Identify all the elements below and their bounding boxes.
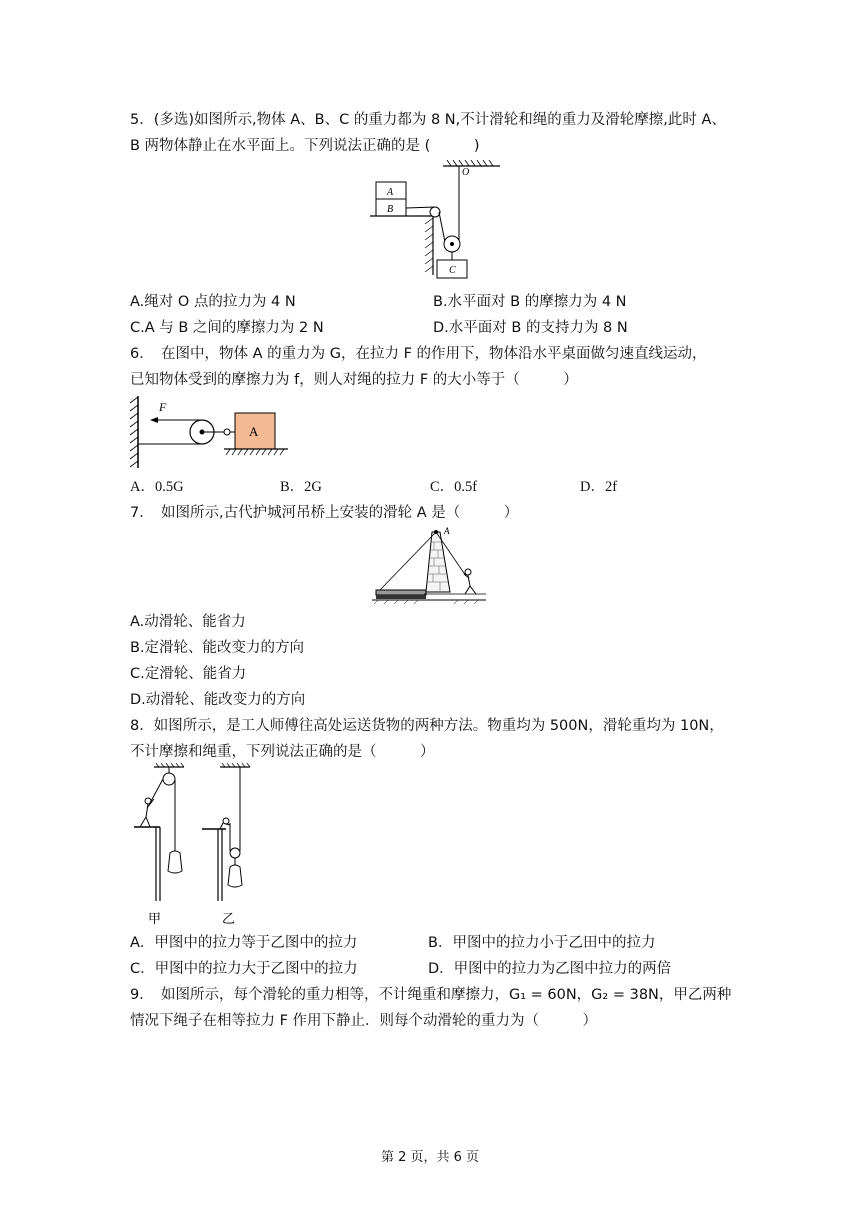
q5-label-a: A	[387, 187, 394, 198]
q8-stem-line1: 8．如图所示，是工人师傅往高处运送货物的两种方法。物重均为 500N，滑轮重均为 10N，	[130, 718, 724, 734]
q8-label-jia: 甲	[148, 911, 162, 926]
q8-two-methods-figure	[126, 763, 266, 933]
q7-option-b[interactable]: B.定滑轮、能改变力的方向	[130, 640, 305, 656]
q8-label-yi: 乙	[222, 911, 236, 926]
q6-label-a: A	[249, 424, 259, 439]
q6-label-f: F	[159, 400, 167, 414]
q9-stem-line1: 9． 如图所示，每个滑轮的重力相等，不计绳重和摩擦力，G₁ = 60N，G₂ = 38N，甲乙两种	[130, 987, 732, 1003]
q8-option-d[interactable]: D．甲图中的拉力为乙图中拉力的两倍	[428, 961, 672, 977]
q8-option-a[interactable]: A．甲图中的拉力等于乙图中的拉力	[130, 935, 358, 951]
q6-pulley-figure	[126, 393, 296, 471]
q5-option-b[interactable]: B.水平面对 B 的摩擦力为 4 N	[433, 294, 627, 310]
q5-stem-line2: B 两物体静止在水平面上。下列说法正确的是 ( )	[130, 138, 480, 154]
q5-label-b: B	[387, 204, 394, 215]
q6-option-a[interactable]: A．0.5G	[130, 479, 184, 495]
q5-label-c: C	[449, 265, 456, 276]
q5-option-a[interactable]: A.绳对 O 点的拉力为 4 N	[130, 294, 296, 310]
q6-option-d[interactable]: D．2f	[580, 479, 618, 495]
q5-option-c[interactable]: C.A 与 B 之间的摩擦力为 2 N	[130, 320, 324, 336]
q7-option-a[interactable]: A.动滑轮、能省力	[130, 614, 246, 630]
q8-option-b[interactable]: B．甲图中的拉力小于乙田中的拉力	[428, 935, 656, 951]
q5-pulley-figure	[365, 160, 505, 285]
q7-stem-line1: 7． 如图所示,古代护城河吊桥上安装的滑轮 A 是（ ）	[130, 505, 519, 521]
q7-label-a: A	[444, 526, 450, 536]
q6-stem-line2: 已知物体受到的摩擦力为 f，则人对绳的拉力 F 的大小等于（ ）	[130, 372, 578, 388]
q5-option-d[interactable]: D.水平面对 B 的支持力为 8 N	[433, 320, 628, 336]
q8-stem-line2: 不计摩擦和绳重，下列说法正确的是（ ）	[130, 744, 435, 760]
q6-option-c[interactable]: C．0.5f	[430, 479, 478, 495]
q9-stem-line2: 情况下绳子在相等拉力 F 作用下静止．则每个动滑轮的重力为（ ）	[130, 1013, 598, 1029]
q7-option-c[interactable]: C.定滑轮、能省力	[130, 666, 247, 682]
page-footer: 第 2 页，共 6 页	[380, 1150, 480, 1165]
q5-label-o: O	[462, 167, 470, 178]
q5-stem-line1: 5．(多选)如图所示,物体 A、B、C 的重力都为 8 N,不计滑轮和绳的重力及滑轮摩擦,此时 A、	[130, 112, 726, 128]
q8-option-c[interactable]: C．甲图中的拉力大于乙图中的拉力	[130, 961, 358, 977]
q7-option-d[interactable]: D.动滑轮、能改变力的方向	[130, 692, 306, 708]
q6-stem-line1: 6． 在图中，物体 A 的重力为 G，在拉力 F 的作用下，物体沿水平桌面做匀速直线运动，	[130, 346, 707, 362]
q6-option-b[interactable]: B．2G	[280, 479, 322, 495]
q7-drawbridge-figure	[370, 524, 488, 606]
